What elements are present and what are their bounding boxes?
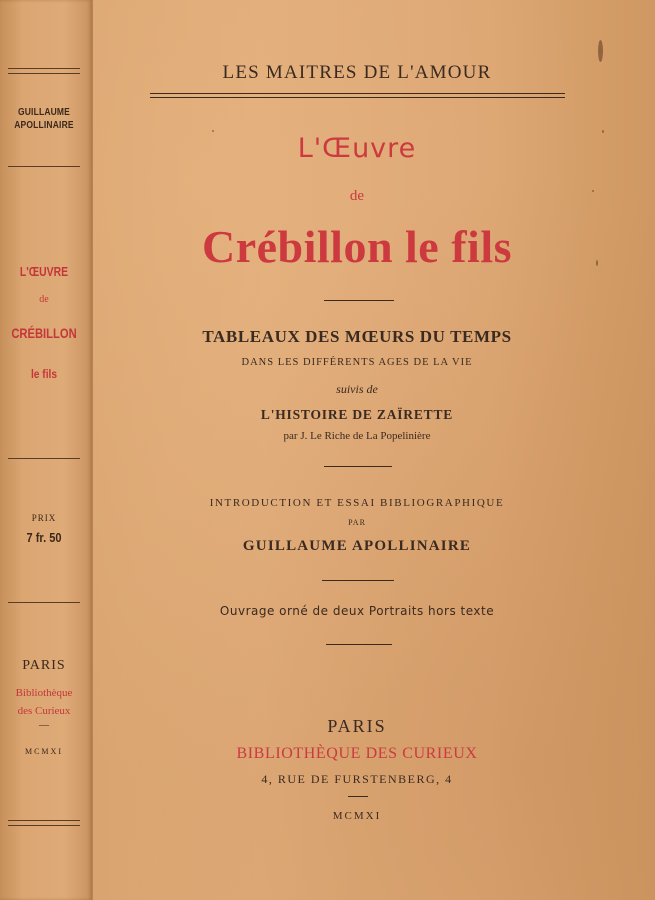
spine-author-last: APOLLINAIRE — [14, 120, 74, 131]
spine-dash: — — [39, 720, 49, 731]
stain-speck — [592, 190, 594, 192]
spine-rule — [8, 73, 80, 74]
spine-publisher-line1: Bibliothèque — [15, 687, 73, 699]
cover-ouvrage: Ouvrage orné de deux Portraits hors texte — [219, 604, 495, 618]
cover-by-riche: par J. Le Riche de La Popelinière — [283, 430, 431, 442]
spine-title-de: de — [39, 294, 49, 305]
spine-rule — [8, 825, 80, 826]
spine-year: MCMXI — [24, 747, 63, 756]
cover-par: PAR — [348, 518, 366, 527]
section-divider — [324, 466, 392, 467]
cover-title: Crébillon le fils — [201, 221, 513, 272]
spine-publisher-line2: des Curieux — [17, 705, 71, 717]
cover-subtitle: TABLEAUX DES MŒURS DU TEMPS — [202, 327, 512, 346]
spine-rule — [8, 820, 80, 821]
cover-ages: DANS LES DIFFÉRENTS AGES DE LA VIE — [241, 357, 473, 368]
spine-city: PARIS — [22, 658, 66, 673]
spine-price: 7 fr. 50 — [26, 530, 62, 545]
spine-rule — [8, 68, 80, 69]
series-double-rule — [150, 93, 565, 98]
spine-author-first: GUILLAUME — [17, 107, 71, 118]
stain-speck — [602, 130, 604, 133]
cover-city: PARIS — [327, 716, 387, 736]
stain-speck — [598, 40, 603, 62]
spine-rule — [8, 166, 80, 167]
spine-title-crebillon: CRÉBILLON — [11, 325, 77, 341]
spine-rule — [8, 602, 80, 603]
spine-prix-label: PRIX — [31, 513, 57, 523]
cover-year: MCMXI — [332, 810, 382, 822]
spine-title-le-fils: le fils — [30, 367, 58, 381]
cover-author: GUILLAUME APOLLINAIRE — [242, 538, 472, 554]
year-dash — [348, 796, 368, 797]
title-divider — [324, 300, 394, 301]
cover-oeuvre: L'Œuvre — [297, 133, 417, 164]
cover-intro: INTRODUCTION ET ESSAI BIBLIOGRAPHIQUE — [209, 497, 505, 509]
ouvrage-divider — [326, 644, 392, 645]
front-cover — [92, 0, 655, 900]
series-title: LES MAITRES DE L'AMOUR — [222, 62, 492, 83]
spine-title-oeuvre: L'ŒUVRE — [19, 264, 69, 279]
author-divider — [322, 580, 394, 581]
spine-rule — [8, 458, 80, 459]
cover-de: de — [349, 188, 365, 204]
cover-suivis: suivis de — [336, 382, 378, 396]
book-spine — [0, 0, 93, 900]
spine-publisher — [0, 684, 88, 720]
cover-address: 4, RUE DE FURSTENBERG, 4 — [261, 772, 453, 786]
spine-author — [7, 106, 82, 132]
stain-speck — [212, 130, 214, 132]
stain-speck — [596, 260, 598, 266]
cover-publisher: BIBLIOTHÈQUE DES CURIEUX — [236, 745, 478, 762]
cover-histoire: L'HISTOIRE DE ZAÏRETTE — [260, 407, 454, 422]
